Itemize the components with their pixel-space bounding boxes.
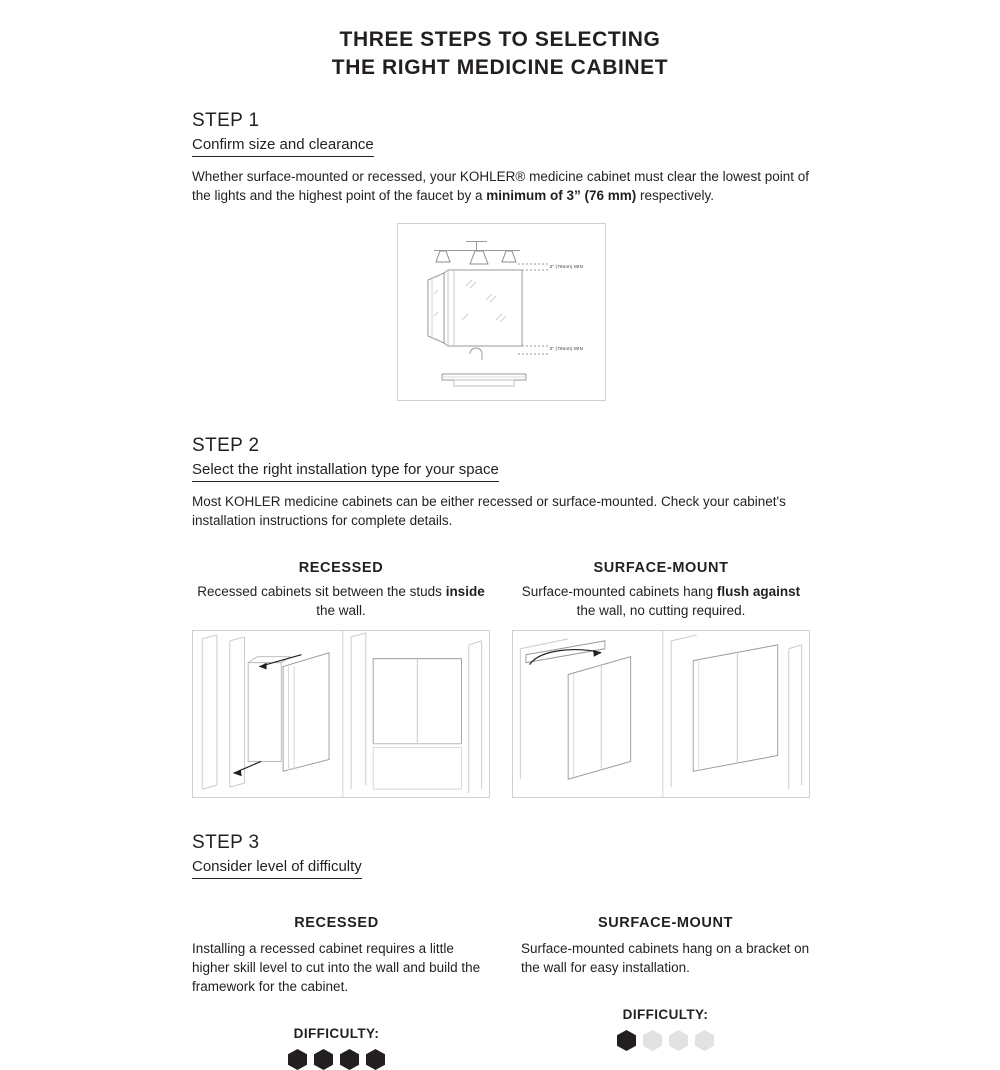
surface-mount-hex-group: [617, 1030, 714, 1051]
recessed-figure: [192, 630, 490, 798]
surface-mount-column: [512, 560, 810, 798]
recessed-desc-part2: the wall.: [316, 603, 366, 618]
clearance-label-bottom: 3" (76mm) MIN: [549, 346, 584, 351]
recessed-desc-part1: Recessed cabinets sit between the studs: [197, 584, 446, 599]
hex-2: [643, 1030, 662, 1051]
step-1-body-emphasis: minimum of 3” (76 mm): [486, 188, 637, 203]
step-3-surface-mount-column: [521, 915, 810, 1070]
page-title-line-1: THREE STEPS TO SELECTING: [339, 28, 661, 51]
surface-mount-difficulty-label: DIFFICULTY:: [622, 1007, 709, 1022]
step-1-heading: STEP 1: [192, 110, 260, 131]
step-1-subheading: Confirm size and clearance: [192, 136, 374, 157]
step-2-heading: STEP 2: [192, 435, 260, 456]
step-1-body-part2: respectively.: [636, 188, 715, 203]
step-2-columns: [192, 560, 810, 798]
recessed-diagram-icon: [193, 631, 489, 797]
step-3-heading: STEP 3: [192, 832, 260, 853]
step-3-subheading: Consider level of difficulty: [192, 858, 362, 879]
surface-mount-difficulty: [521, 1007, 810, 1051]
hex-1: [617, 1030, 636, 1051]
step-1-figure-wrap: [192, 223, 810, 401]
hex-2: [314, 1049, 333, 1070]
surface-mount-diagram-icon: [513, 631, 809, 797]
step-3-columns: [192, 915, 810, 1070]
step-3-recessed-title: RECESSED: [294, 915, 379, 931]
recessed-title: RECESSED: [298, 560, 384, 576]
step-3-recessed-column: [192, 915, 481, 1070]
recessed-desc: [192, 582, 490, 620]
surface-mount-difficulty-hexes: [521, 1030, 810, 1051]
clearance-diagram: [397, 223, 606, 401]
surface-mount-desc-part2: the wall, no cutting required.: [576, 603, 746, 618]
step-1-body-part1: Whether surface-mounted or recessed, your KOHLER® medicine cabinet must clear the lowest point of the lights and the highest point of the faucet by a: [192, 169, 809, 203]
hex-3: [340, 1049, 359, 1070]
surface-mount-difficulty-row: [521, 1007, 810, 1022]
step-2-subheading: Select the right installation type for your space: [192, 461, 499, 482]
surface-mount-figure: [512, 630, 810, 798]
page-title: [0, 0, 1000, 82]
hex-3: [669, 1030, 688, 1051]
recessed-difficulty-label: DIFFICULTY:: [293, 1026, 380, 1041]
recessed-difficulty: [192, 1026, 481, 1070]
step-2-body: Most KOHLER medicine cabinets can be either recessed or surface-mounted. Check your cabinet's installation instructions for complete details.: [192, 494, 786, 528]
content-area: [0, 110, 1000, 1070]
lamp-shades-icon: [398, 224, 607, 402]
hex-4: [695, 1030, 714, 1051]
step-1-body: [192, 167, 810, 205]
recessed-difficulty-row: [192, 1026, 481, 1041]
surface-mount-desc: [512, 582, 810, 620]
step-3-surface-mount-title: SURFACE-MOUNT: [597, 915, 734, 931]
clearance-label-top: 3" (76mm) MIN: [549, 264, 584, 269]
recessed-difficulty-hexes: [192, 1049, 481, 1070]
surface-mount-desc-part1: Surface-mounted cabinets hang: [521, 584, 717, 599]
hex-4: [366, 1049, 385, 1070]
step-3-recessed-text: Installing a recessed cabinet requires a little higher skill level to cut into the wall and build the framework for the cabinet.: [192, 941, 481, 994]
recessed-desc-emphasis: inside: [445, 584, 485, 599]
surface-mount-title: SURFACE-MOUNT: [593, 560, 729, 576]
recessed-hex-group: [288, 1049, 385, 1070]
hex-1: [288, 1049, 307, 1070]
surface-mount-desc-emphasis: flush against: [716, 584, 801, 599]
step-3-surface-mount-text: Surface-mounted cabinets hang on a bracket on the wall for easy installation.: [521, 941, 810, 975]
page-title-line-2: THE RIGHT MEDICINE CABINET: [331, 56, 669, 79]
recessed-column: [192, 560, 490, 798]
